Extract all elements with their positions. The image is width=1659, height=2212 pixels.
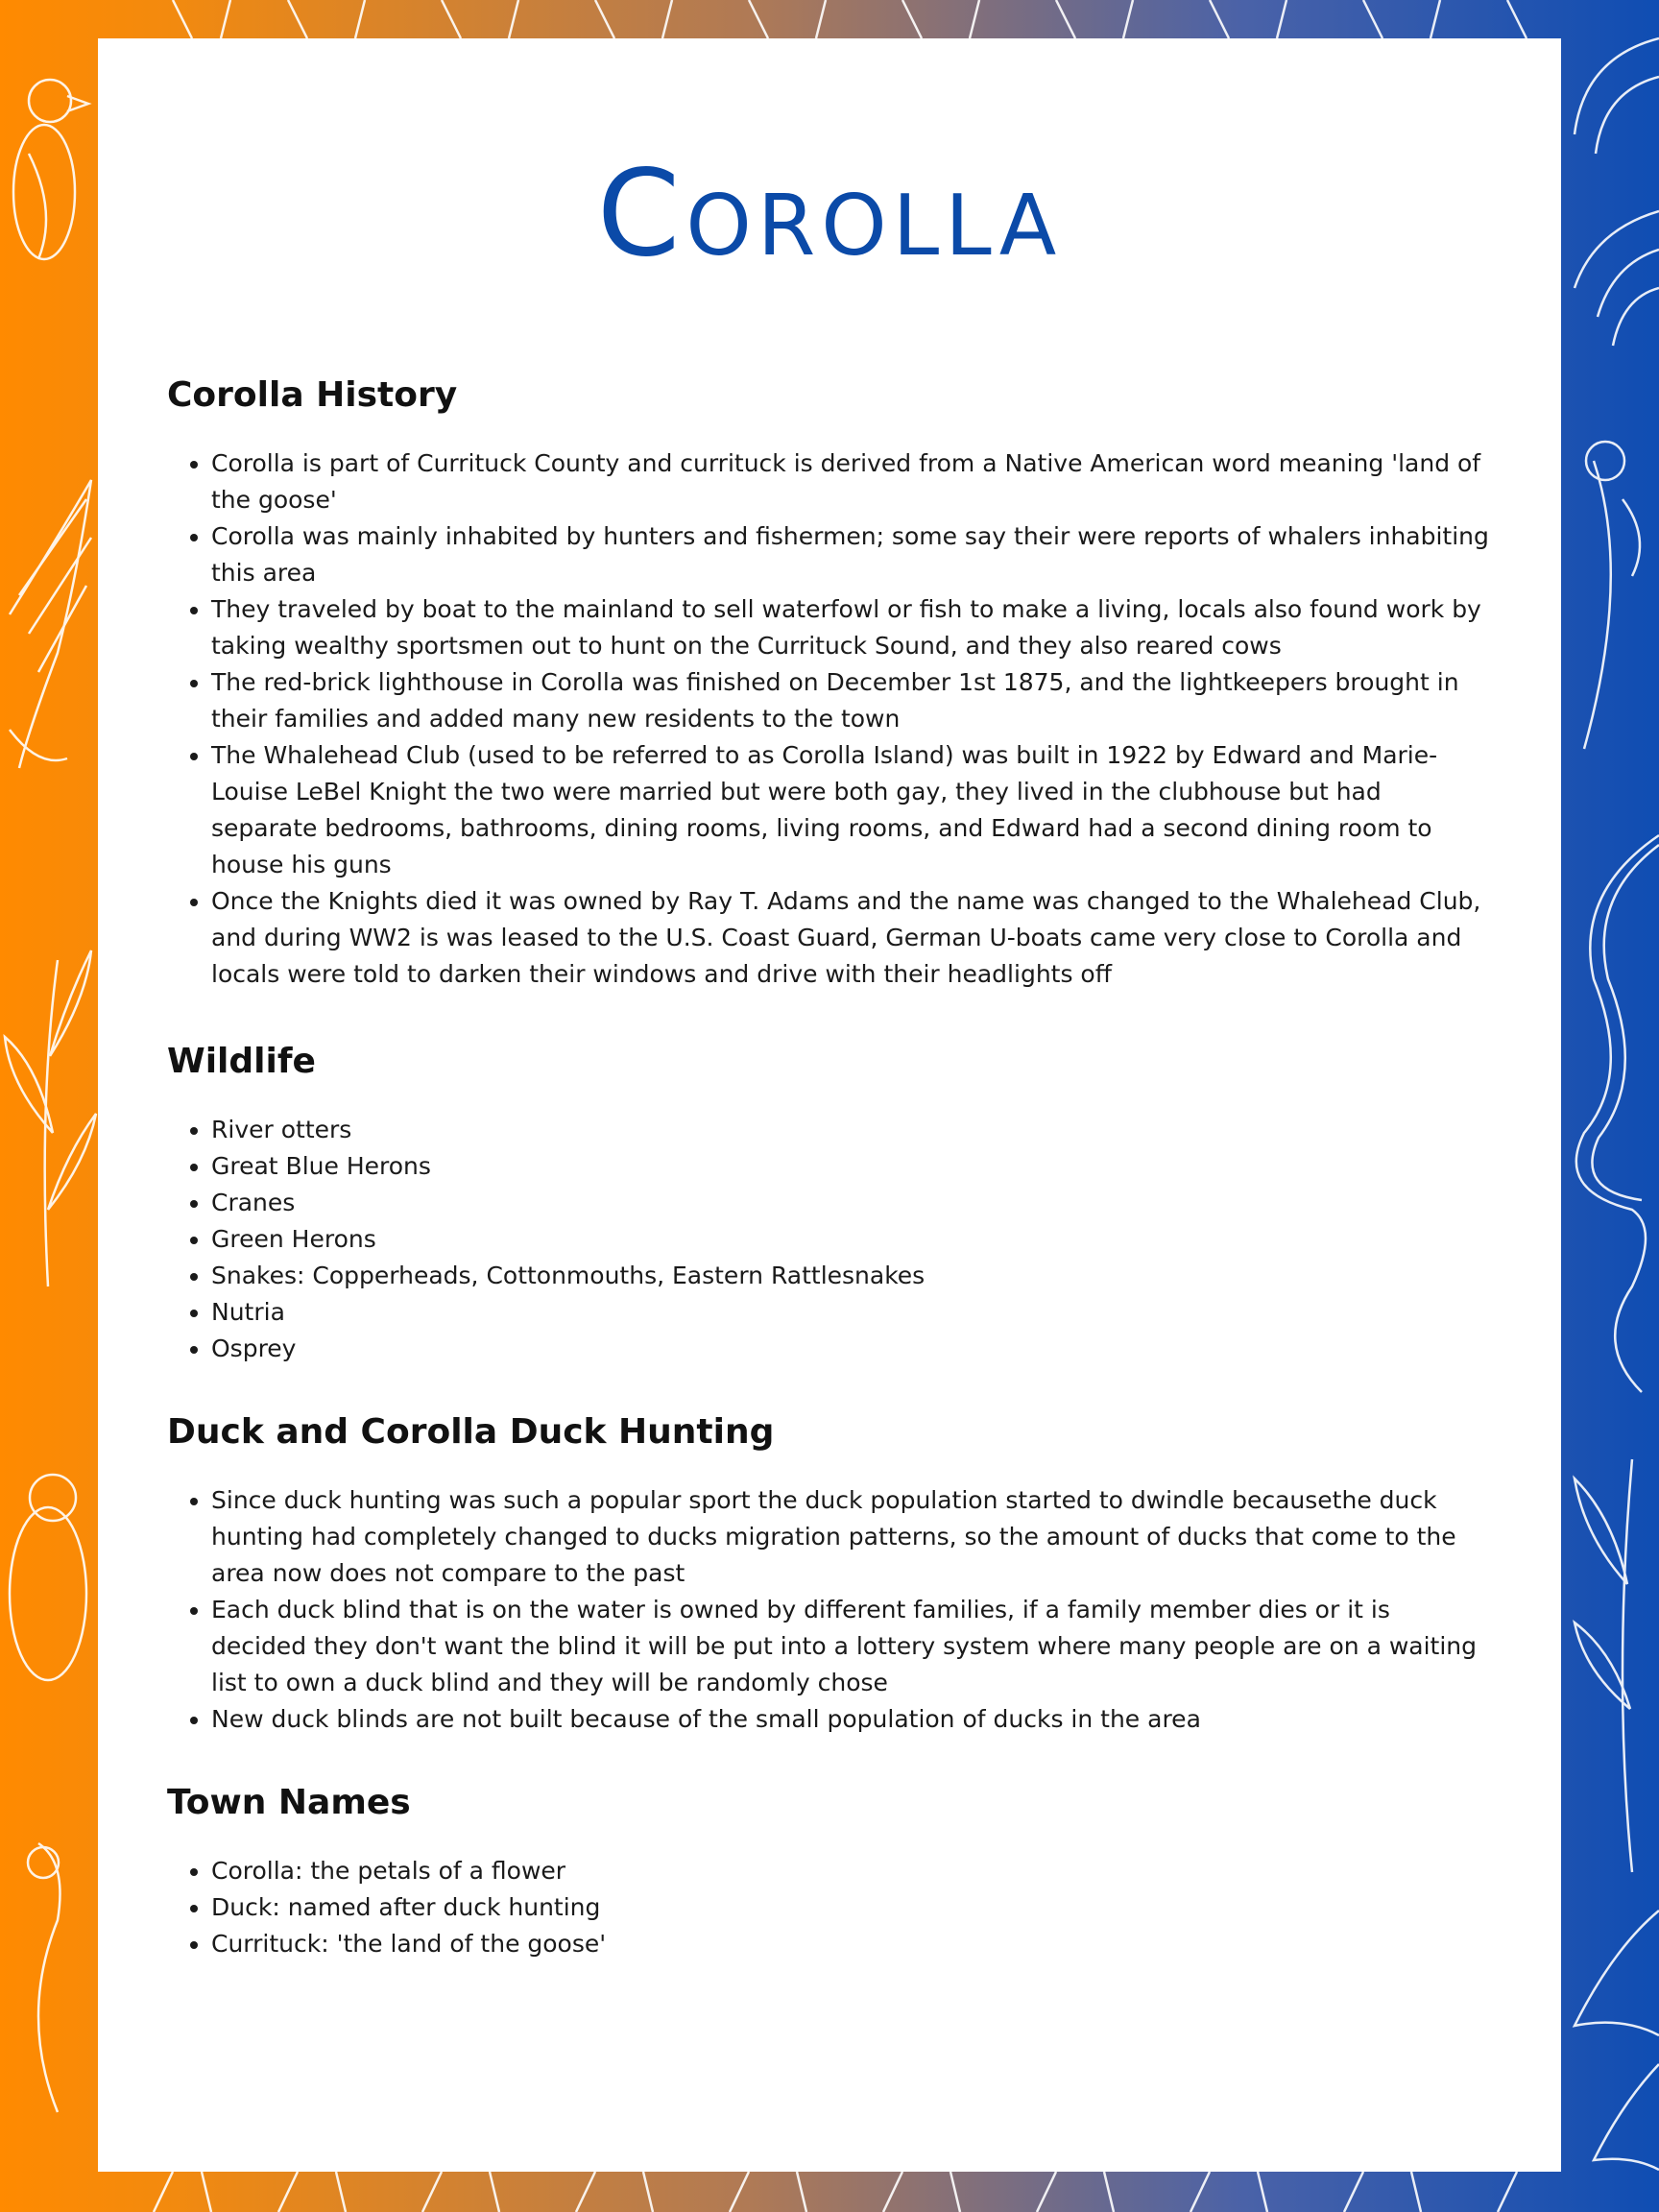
otter-illustration-icon <box>1584 442 1640 749</box>
page-title: Corolla <box>596 145 1063 283</box>
list-item: • Osprey <box>211 1331 1492 1367</box>
section-heading: Corolla History <box>167 375 458 415</box>
list-item: • Great Blue Herons <box>211 1148 1492 1185</box>
bullet-list <box>167 1112 1492 1367</box>
list-item: • The red-brick lighthouse in Corolla was finished on December 1st 1875, and the lightkeepers brought in their families and added many new residents to the town <box>211 664 1492 737</box>
content-card <box>98 38 1561 2172</box>
goose-illustration-icon <box>28 1843 60 2112</box>
list-item: • Corolla is part of Currituck County and currituck is derived from a Native American word meaning 'land of the goose' <box>211 445 1492 518</box>
list-item: • Green Herons <box>211 1221 1492 1258</box>
groundhog-illustration-icon <box>10 1475 86 1680</box>
list-item: • Corolla was mainly inhabited by hunters and fishermen; some say their were reports of whalers inhabiting this area <box>211 518 1492 591</box>
plant-illustration-icon <box>1575 1459 1632 1872</box>
list-item: • New duck blinds are not built because of the small population of ducks in the area <box>211 1701 1492 1738</box>
list-item: • They traveled by boat to the mainland to sell waterfowl or fish to make a living, locals also found work by taking wealthy sportsmen out to hunt on the Currituck Sound, and they also reared cows <box>211 591 1492 664</box>
list-item: • Since duck hunting was such a popular sport the duck population started to dwindle becausethe duck hunting had completely changed to ducks migration patterns, so the amount of ducks that come to the area now does not compare to the past <box>211 1482 1492 1592</box>
plant-illustration-icon <box>5 950 96 1286</box>
section-heading: Town Names <box>167 1783 411 1822</box>
bottom-grass-pattern-icon <box>154 2172 1517 2212</box>
list-item: • Corolla: the petals of a flower <box>211 1853 1492 1889</box>
bullet-list <box>167 1482 1492 1738</box>
bullet-list <box>167 445 1492 993</box>
duck-illustration-icon <box>13 80 88 259</box>
section-town-names <box>167 1780 1492 1962</box>
section-heading: Wildlife <box>167 1042 316 1081</box>
bullet-list <box>167 1853 1492 1962</box>
top-grass-pattern-icon <box>173 0 1527 38</box>
bat-illustration-icon <box>1575 1911 1659 2170</box>
wave-pattern-icon <box>1575 38 1659 346</box>
list-item: • Each duck blind that is on the water is owned by different families, if a family member dies or it is decided they don't want the blind it will be put into a lottery system where many people are on a waiting list to own a duck blind and they will be randomly chose <box>211 1592 1492 1701</box>
list-item: • The Whalehead Club (used to be referred to as Corolla Island) was built in 1922 by Edward and Marie-Louise LeBel Knight the two were married but were both gay, they lived in the clubhouse but had separate bedrooms, bathrooms, dining rooms, living rooms, and Edward had a second dining room to house his guns <box>211 737 1492 883</box>
list-item: • River otters <box>211 1112 1492 1148</box>
list-item: • Duck: named after duck hunting <box>211 1889 1492 1926</box>
eagle-illustration-icon <box>10 480 91 768</box>
list-item: • Once the Knights died it was owned by Ray T. Adams and the name was changed to the Whalehead Club, and during WW2 is was leased to the U.S. Coast Guard, German U-boats came very close to Corolla and locals were told to darken their windows and drive with their headlights off <box>211 883 1492 993</box>
list-item: • Currituck: 'the land of the goose' <box>211 1926 1492 1962</box>
list-item: • Cranes <box>211 1185 1492 1221</box>
section-wildlife <box>167 1039 1492 1367</box>
snake-illustration-icon <box>1576 835 1659 1392</box>
section-corolla-history <box>167 373 1492 993</box>
section-heading: Duck and Corolla Duck Hunting <box>167 1412 775 1452</box>
section-duck-hunting <box>167 1409 1492 1738</box>
list-item: • Nutria <box>211 1294 1492 1331</box>
list-item: • Snakes: Copperheads, Cottonmouths, Eastern Rattlesnakes <box>211 1258 1492 1294</box>
